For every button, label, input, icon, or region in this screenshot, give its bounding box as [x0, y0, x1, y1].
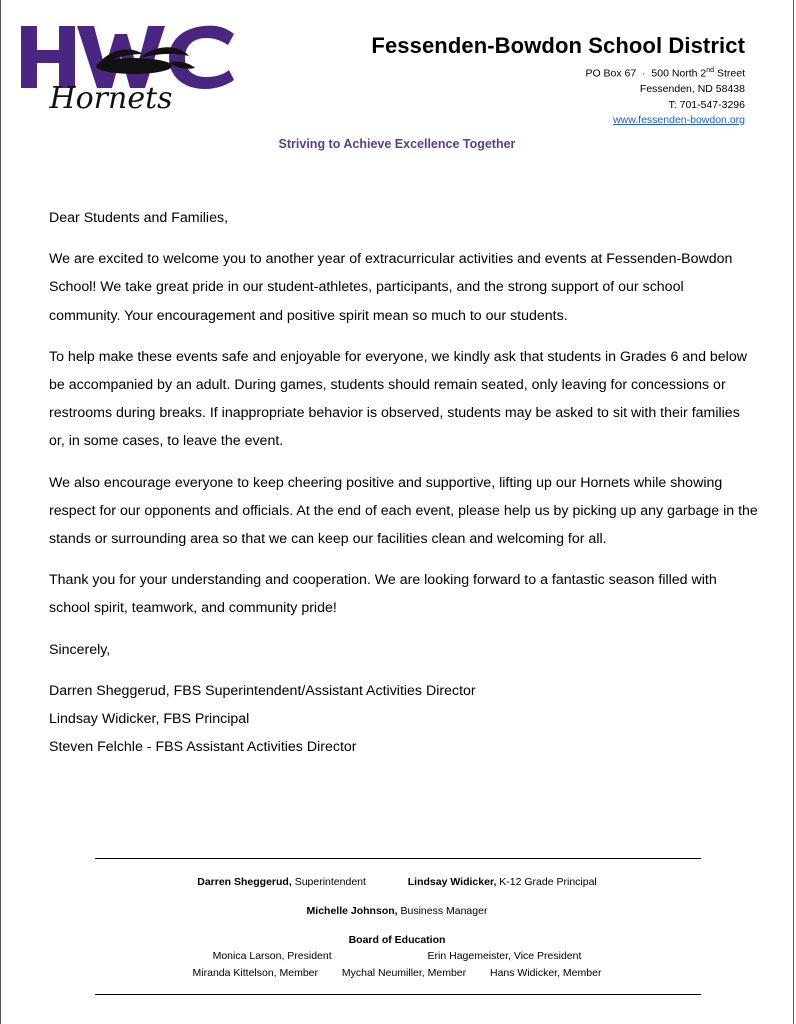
website-link[interactable]: www.fessenden-bowdon.org [613, 114, 745, 126]
hwc-hornets-logo [19, 22, 239, 114]
footer-admin-row: Darren Sheggerud, Superintendent Lindsay Widicker, K-12 Grade Principal [197, 876, 597, 888]
greeting: Dear Students and Families, [49, 210, 229, 226]
paragraph: We are excited to welcome you to another year of extracurricular activities and events at Fessenden-Bowdon School! We take great pride in our student-athletes, participants, and the strong support of our school community. Your encouragement and positive spirit mean so much to our students. [49, 251, 733, 324]
board-heading: Board of Education [348, 934, 446, 946]
footer-business-row: Michelle Johnson, Business Manager [306, 905, 488, 917]
closing: Sincerely, [49, 641, 111, 658]
address-city: Fessenden, ND 58438 [639, 83, 745, 95]
phone-number: T: 701-547-3296 [668, 98, 745, 111]
board-row-2: Miranda Kittelson, Member Mychal Neumiller, Member Hans Widicker, Member [192, 967, 602, 979]
hornets-script: Hornets [49, 81, 173, 114]
tagline: Striving to Achieve Excellence Together [278, 137, 516, 151]
footer-divider-bottom [95, 994, 701, 995]
signatory: Darren Sheggerud, FBS Superintendent/Assistant Activities Director [49, 682, 476, 699]
letter-body [49, 204, 759, 761]
board-row-1: Monica Larson, President Erin Hagemeister, Vice President [212, 950, 582, 962]
district-name: Fessenden-Bowdon School District [371, 33, 745, 58]
signatory: Lindsay Widicker, FBS Principal [49, 711, 250, 728]
paragraph: We also encourage everyone to keep cheering positive and supportive, lifting up our Hornets while showing respect for our opponents and officials. At the end of each event, please help us by picking up any garbage in the stands or surrounding area so that we can keep our facilities clean and welcoming for all. [49, 474, 758, 548]
paragraph: Thank you for your understanding and cooperation. We are looking forward to a fantastic season filled with school spirit, teamwork, and community pride! [49, 572, 717, 617]
letterhead [371, 33, 745, 129]
address-line-1: PO Box 67 · 500 North 2nd Street [585, 67, 745, 80]
paragraph: To help make these events safe and enjoyable for everyone, we kindly ask that students in Grades 6 and below be accompanied by an adult. During games, students should remain seated, only leaving for concessions or restrooms during breaks. If inappropriate behavior is observed, students may be asked to sit with their families or, in some cases, to leave the event. [49, 348, 747, 450]
footer-divider-top [95, 858, 701, 859]
signatory: Steven Felchle - FBS Assistant Activities Director [49, 739, 357, 756]
